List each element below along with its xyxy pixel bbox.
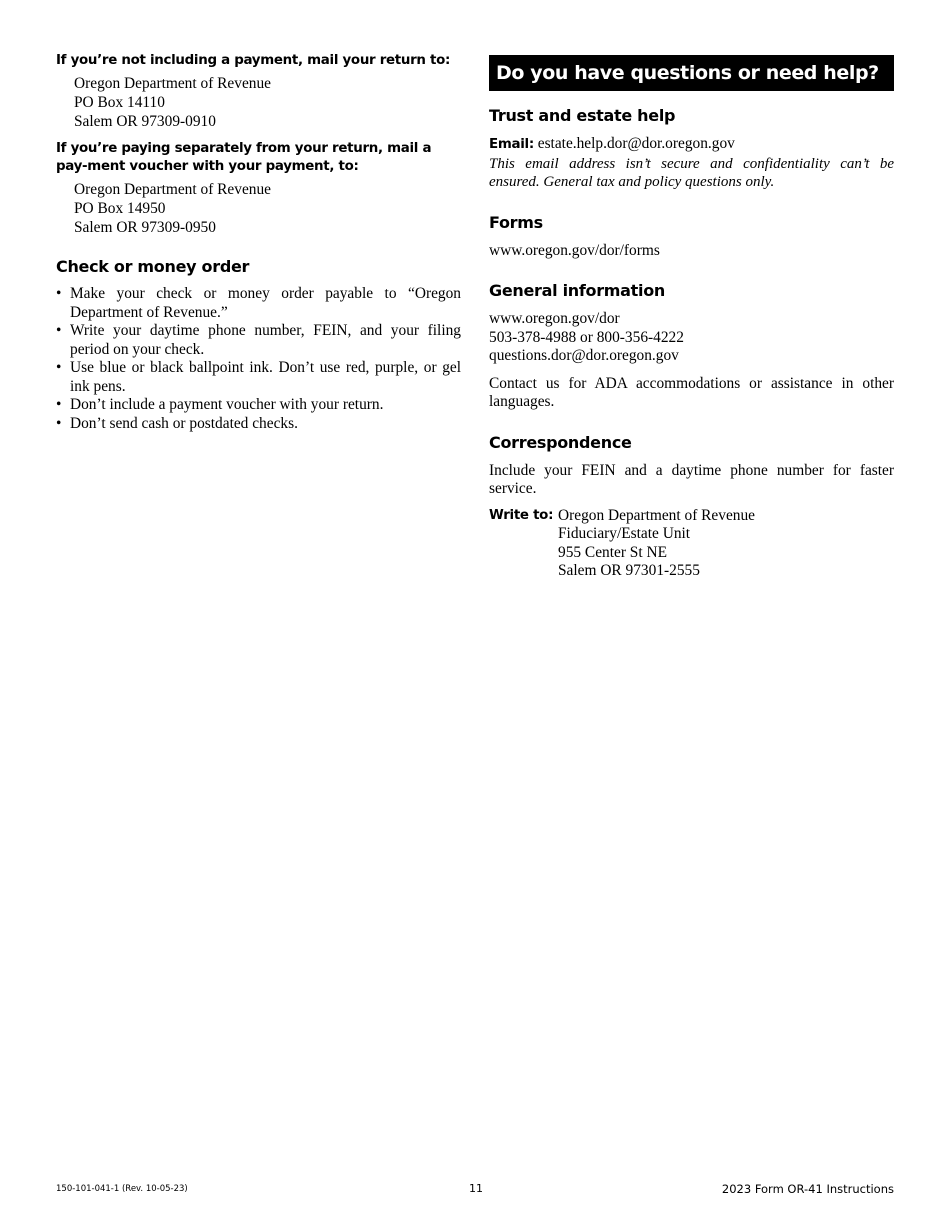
general-website-link[interactable]: www.oregon.gov/dor xyxy=(489,310,620,327)
address-line: PO Box 14110 xyxy=(74,94,165,111)
list-item: • Don’t send cash or postdated checks. xyxy=(56,414,298,432)
write-to-block xyxy=(489,507,894,581)
bullet-icon: • xyxy=(56,322,62,339)
write-to-label: Write to: xyxy=(489,507,554,523)
bullet-icon: • xyxy=(56,359,62,376)
address-line: PO Box 14950 xyxy=(74,200,166,217)
bullet-icon: • xyxy=(56,285,62,302)
address-line: Oregon Department of Revenue xyxy=(558,506,756,524)
trust-heading: Trust and estate help xyxy=(489,106,676,125)
no-payment-address xyxy=(74,74,461,131)
check-heading: Check or money order xyxy=(56,257,250,276)
trust-email-note: This email address isn’t secure and confidentiality can’t be ensured. General tax and policy questions only. xyxy=(489,155,894,190)
trust-email-link[interactable]: estate.help.dor@dor.oregon.gov xyxy=(537,135,735,152)
bullet-icon: • xyxy=(56,414,62,432)
page-number: 11 xyxy=(469,1182,483,1195)
list-item: • Use blue or black ballpoint ink. Don’t use red, purple, or gel ink pens. xyxy=(56,359,461,395)
address-line: Oregon Department of Revenue xyxy=(74,75,272,92)
correspondence-address xyxy=(558,507,755,581)
page-footer xyxy=(56,1182,894,1196)
general-heading: General information xyxy=(489,281,665,300)
general-info-block xyxy=(489,310,894,366)
correspondence-text: Include your FEIN and a daytime phone number for faster service. xyxy=(489,461,894,497)
left-column xyxy=(56,52,461,433)
forms-heading: Forms xyxy=(489,212,543,232)
address-line: Salem OR 97301-2555 xyxy=(558,562,700,579)
list-item: • Make your check or money order payable to “Oregon Department of Revenue.” xyxy=(56,285,461,321)
correspondence-heading: Correspondence xyxy=(489,432,632,452)
general-phone: 503-378-4988 or 800-356-4222 xyxy=(489,328,684,346)
general-email-link[interactable]: questions.dor@dor.oregon.gov xyxy=(489,347,679,364)
address-line: Salem OR 97309-0950 xyxy=(74,219,216,236)
list-item: • Write your daytime phone number, FEIN, and your filing period on your check. xyxy=(56,322,461,358)
address-line: Salem OR 97309-0910 xyxy=(74,113,216,130)
ada-text: Contact us for ADA accommodations or assistance in other languages. xyxy=(489,374,894,410)
help-banner: Do you have questions or need help? xyxy=(489,55,894,91)
address-line: Oregon Department of Revenue xyxy=(74,181,272,198)
check-bullet-list xyxy=(56,285,461,433)
email-label: Email: xyxy=(489,137,534,152)
address-line: Fiduciary/Estate Unit xyxy=(558,525,691,542)
address-line: 955 Center St NE xyxy=(558,543,668,561)
right-column xyxy=(489,52,894,581)
bullet-icon: • xyxy=(56,396,62,413)
form-number: 150-101-041-1 (Rev. 10-05-23) xyxy=(56,1184,188,1194)
no-payment-heading: If you’re not including a payment, mail your return to: xyxy=(56,53,451,68)
list-item: • Don’t include a payment voucher with your return. xyxy=(56,396,384,413)
paying-separately-address xyxy=(74,180,461,237)
trust-email-line xyxy=(489,135,894,155)
forms-link[interactable]: www.oregon.gov/dor/forms xyxy=(489,241,660,259)
footer-title: 2023 Form OR-41 Instructions xyxy=(721,1182,894,1196)
paying-separately-heading: If you’re paying separately from your return, mail a pay-ment voucher with your payment, to: xyxy=(56,141,432,174)
